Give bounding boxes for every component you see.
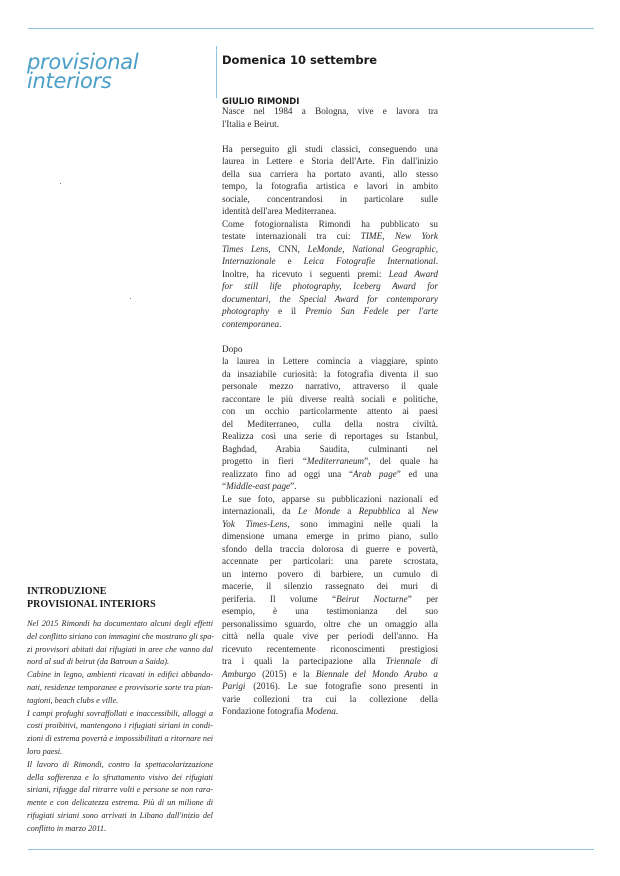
text-line bbox=[222, 693, 438, 706]
text-line bbox=[222, 193, 438, 206]
text-line bbox=[222, 268, 438, 281]
italic-text: Middle-east page bbox=[226, 481, 291, 491]
text: un interno povero di barbiere, un cumulo di bbox=[222, 568, 438, 579]
text-line bbox=[222, 343, 438, 356]
text: a bbox=[340, 506, 359, 516]
text: Ha perseguito gli studi classici, conseguendo una bbox=[222, 143, 438, 154]
text: ”, del quale ha bbox=[364, 456, 438, 466]
text: conflitto in marzo 2011. bbox=[27, 823, 107, 833]
paragraph bbox=[27, 618, 213, 669]
text: e il bbox=[268, 306, 306, 316]
italic-text: Arab page bbox=[352, 468, 397, 479]
text-line bbox=[27, 759, 213, 772]
text: mente e con delicatezza estrema. Più di un milione di bbox=[27, 798, 213, 808]
text: da insaziabile curiosità: la fotografia diventa il suo bbox=[222, 368, 438, 379]
text-line bbox=[27, 810, 213, 823]
paragraph bbox=[222, 355, 438, 493]
italic-text: Beirut Nocturne bbox=[336, 593, 408, 604]
text: (2016). Le sue fotografie sono presenti in bbox=[245, 681, 438, 691]
text-line bbox=[222, 180, 438, 193]
text-line bbox=[222, 605, 438, 618]
text: e bbox=[275, 256, 304, 266]
text-line bbox=[27, 682, 213, 695]
text-line bbox=[222, 105, 438, 118]
bottom-rule bbox=[28, 849, 594, 850]
italic-text: Le Monde bbox=[298, 506, 341, 516]
text: I campi profughi sovraffollati e inaccessibili, alloggi a bbox=[27, 708, 213, 718]
text-line bbox=[222, 418, 438, 431]
text: nord al sud di beirut (da Batroun a Saida). bbox=[27, 657, 170, 667]
text: raccontare le più diverse realtà sociali e politiche, bbox=[222, 393, 438, 404]
text: accennate per particolari: una parete scrostata, bbox=[222, 556, 438, 566]
text-line bbox=[27, 618, 213, 631]
text: ” per bbox=[407, 593, 438, 604]
paragraph-gap bbox=[222, 330, 438, 343]
text: zioni di estrema povertà e impossibilitati a ritornare nei bbox=[27, 734, 214, 744]
text-line bbox=[27, 695, 213, 708]
text: macerie, il silenzio rassegnato dei muri di bbox=[222, 581, 438, 591]
text: della sua carriera ha portato avanti, allo stesso bbox=[222, 168, 438, 179]
text-line bbox=[222, 393, 438, 406]
text-line bbox=[222, 243, 438, 256]
text-line bbox=[222, 293, 438, 306]
italic-text: New York bbox=[394, 231, 438, 241]
author-name: GIULIO RIMONDI bbox=[222, 96, 300, 106]
text-line bbox=[27, 656, 213, 669]
text-line bbox=[222, 368, 438, 381]
text: sociale, concentrandosi in particolare sulle bbox=[222, 193, 438, 204]
paragraph-gap bbox=[222, 130, 438, 143]
text: (2015) e la bbox=[255, 668, 316, 679]
text-line bbox=[27, 669, 213, 682]
italic-text: Yok Times-Lens bbox=[222, 518, 288, 529]
text: progetto in fieri “ bbox=[222, 456, 307, 466]
text-line bbox=[27, 631, 213, 644]
text-line bbox=[222, 218, 438, 231]
text: periferia. Il volume “ bbox=[222, 593, 337, 604]
text: della sofferenza e lo sfruttamento visivo dei rifugiati bbox=[27, 772, 213, 782]
text-line bbox=[222, 568, 438, 581]
text: nati, residenze temporanee e provvisorie sorte tra pian- bbox=[27, 682, 213, 692]
text: , sono immagini nelle quali la bbox=[287, 518, 438, 529]
text: Cabine in legno, ambienti ricavati in edifici abbando- bbox=[27, 670, 213, 680]
text-line bbox=[222, 205, 438, 218]
text: personale mezzo narrativo, attraverso il quale bbox=[222, 381, 438, 391]
text: Inoltre, ha ricevuto i seguenti premi: bbox=[222, 268, 389, 279]
text-line bbox=[222, 530, 438, 543]
text-line bbox=[27, 708, 213, 721]
text-line bbox=[222, 430, 438, 443]
text: Dopo bbox=[222, 343, 243, 354]
italic-text: Lead Award bbox=[388, 268, 438, 279]
text-line bbox=[222, 468, 438, 481]
text: tagioni, beach clubs e ville. bbox=[27, 695, 119, 705]
text-line bbox=[222, 618, 438, 631]
text: testate internazionali tra cui: bbox=[222, 231, 361, 241]
brand-line-2: interiors bbox=[27, 69, 112, 93]
text-line bbox=[27, 772, 213, 785]
event-date-heading: Domenica 10 settembre bbox=[222, 53, 378, 67]
italic-text: Premio San Fedele per l'arte bbox=[305, 306, 439, 316]
italic-text: Times Lens bbox=[222, 243, 269, 254]
text-line bbox=[222, 480, 438, 493]
text-line bbox=[222, 705, 438, 718]
italic-text: Internazionale bbox=[222, 256, 276, 266]
text: siriani, rifugge dal ritrarre volti e persone se non rara- bbox=[27, 785, 213, 795]
text-line bbox=[27, 746, 213, 759]
text: , bbox=[382, 231, 395, 241]
text: loro paesi. bbox=[27, 746, 63, 756]
text: città nella quale vive per periodi dell'anno. Ha bbox=[222, 631, 438, 641]
text: con un occhio particolarmente attento ai paesi bbox=[222, 406, 438, 416]
text: sfondo della traccia dolorosa di guerre e povertà, bbox=[222, 543, 438, 554]
paragraph bbox=[222, 105, 438, 130]
text: Nasce nel 1984 a Bologna, vive e lavora tra bbox=[222, 106, 438, 116]
text: costi proibitivi, mantengono i rifugiati siriani in condi- bbox=[27, 721, 213, 731]
paragraph bbox=[222, 343, 438, 356]
text: al bbox=[400, 506, 422, 516]
text: tra i quali la partecipazione alla bbox=[222, 656, 386, 666]
text: ” ed una bbox=[396, 468, 439, 479]
text: varie collezioni tra cui la collezione della bbox=[222, 693, 438, 704]
italic-text: Repubblica bbox=[358, 506, 401, 516]
text-line bbox=[27, 784, 213, 797]
text-line bbox=[27, 720, 213, 733]
text-line bbox=[27, 823, 213, 836]
text-line bbox=[222, 655, 438, 668]
paragraph bbox=[27, 759, 213, 836]
text-line bbox=[222, 280, 438, 293]
paragraph bbox=[222, 218, 438, 331]
italic-text: New bbox=[421, 506, 439, 516]
italic-text: Parigi bbox=[222, 681, 246, 691]
stray-dot bbox=[60, 183, 61, 184]
text: l'Italia e Beirut. bbox=[222, 118, 280, 129]
italic-text: documentari, the Special Award for contemporary bbox=[222, 293, 438, 304]
text: ”. bbox=[290, 481, 297, 491]
text-line bbox=[222, 555, 438, 568]
text-line bbox=[222, 505, 438, 518]
text: . bbox=[279, 318, 282, 329]
text: realizzato fino ad oggi una “ bbox=[222, 468, 353, 479]
italic-text: Modena bbox=[305, 706, 336, 716]
text: zi provvisori abitati dai rifugiati in aree che vanno dal bbox=[27, 644, 213, 654]
paragraph bbox=[27, 669, 213, 707]
text-line bbox=[222, 455, 438, 468]
text-line bbox=[222, 668, 438, 681]
stray-dot bbox=[130, 298, 131, 299]
text-line bbox=[222, 518, 438, 531]
text-line bbox=[27, 644, 213, 657]
text-line bbox=[222, 305, 438, 318]
text: ricevuto recentemente riconoscimenti prestigiosi bbox=[222, 643, 438, 654]
text-line bbox=[222, 318, 438, 331]
text: , CNN, bbox=[268, 243, 308, 254]
brand-line-1: provisional bbox=[27, 50, 139, 74]
italic-text: Triennale di bbox=[385, 656, 438, 666]
italic-text: contemporanea bbox=[222, 318, 280, 329]
italic-text: TIME bbox=[360, 231, 383, 241]
text-line bbox=[222, 168, 438, 181]
text-line bbox=[222, 630, 438, 643]
text-line bbox=[222, 405, 438, 418]
text: del Mediterraneo, culla della nostra civiltà. bbox=[222, 418, 438, 429]
text-line bbox=[222, 680, 438, 693]
text-line bbox=[222, 380, 438, 393]
top-rule bbox=[28, 28, 594, 29]
text: esempio, è una testimonianza del suo bbox=[222, 606, 438, 616]
text: Nel 2015 Rimondi ha documentato alcuni degli effetti bbox=[27, 619, 213, 628]
text-line bbox=[222, 143, 438, 156]
brand-logo bbox=[27, 50, 139, 93]
italic-text: for still life photography, Iceberg Award for bbox=[222, 281, 438, 291]
italic-text: photography bbox=[222, 306, 269, 316]
text-line bbox=[27, 797, 213, 810]
text: del conflitto siriano con immagini che mostrano gli spa- bbox=[27, 631, 215, 641]
italic-text: Leica Fotografie International bbox=[303, 256, 436, 266]
text: . bbox=[435, 256, 439, 266]
text-line bbox=[222, 118, 438, 131]
italic-text: National Geographic bbox=[352, 243, 436, 254]
text: , bbox=[435, 243, 438, 254]
text: la laurea in Lettere comincia a viaggiare, spinto bbox=[222, 356, 438, 366]
italic-text: Mediterraneum bbox=[306, 456, 365, 466]
text: “ bbox=[222, 481, 227, 491]
text-line bbox=[222, 493, 438, 506]
text: Il lavoro di Rimondi, contro la spettacolarizzazione bbox=[27, 759, 213, 769]
text-line bbox=[222, 580, 438, 593]
text: , bbox=[342, 243, 353, 254]
intro-column bbox=[27, 618, 213, 836]
text-line bbox=[222, 593, 438, 606]
italic-text: Amburgo bbox=[222, 668, 256, 679]
text: personalissimo sguardo, oltre che un omaggio alla bbox=[222, 618, 438, 629]
paragraph bbox=[27, 708, 213, 759]
text: identità dell'area Mediterranea. bbox=[222, 206, 337, 216]
column-divider bbox=[216, 46, 217, 98]
text-line bbox=[222, 643, 438, 656]
text-line bbox=[222, 255, 438, 268]
text: Fondazione fotografia bbox=[222, 706, 306, 716]
intro-heading bbox=[27, 585, 156, 611]
text-line bbox=[222, 355, 438, 368]
text: Baghdad, Arabia Saudita, culminanti nel bbox=[222, 443, 438, 454]
text-line bbox=[222, 543, 438, 556]
text-line bbox=[27, 733, 213, 746]
text: . bbox=[335, 706, 339, 716]
text-line bbox=[222, 443, 438, 456]
paragraph bbox=[222, 143, 438, 218]
paragraph bbox=[222, 493, 438, 718]
biography-column bbox=[222, 105, 438, 718]
text-line bbox=[222, 230, 438, 243]
text: rifugiati siriani sono arrivati in Libano dall'inizio del bbox=[27, 810, 213, 820]
text: internazionali, da bbox=[222, 506, 299, 516]
italic-text: LeMonde bbox=[307, 243, 343, 254]
italic-text: Biennale del Mondo Arabo a bbox=[315, 668, 438, 679]
text: Le sue foto, apparse su pubblicazioni nazionali ed bbox=[222, 493, 438, 504]
text-line bbox=[222, 155, 438, 168]
text: tempo, la fotografia artistica e lavori in ambito bbox=[222, 181, 438, 191]
intro-heading-line-2: PROVISIONAL INTERIORS bbox=[27, 599, 156, 610]
text: dimensione umana emerge in primo piano, sullo bbox=[222, 531, 438, 541]
text: Come fotogiornalista Rimondi ha pubblicato su bbox=[222, 218, 438, 229]
text: laurea in Lettere e Storia dell'Arte. Fin dall'inizio bbox=[222, 156, 438, 166]
text: Realizza così una serie di reportages su Istanbul, bbox=[222, 431, 438, 441]
intro-heading-line-1: INTRODUZIONE bbox=[27, 586, 107, 597]
